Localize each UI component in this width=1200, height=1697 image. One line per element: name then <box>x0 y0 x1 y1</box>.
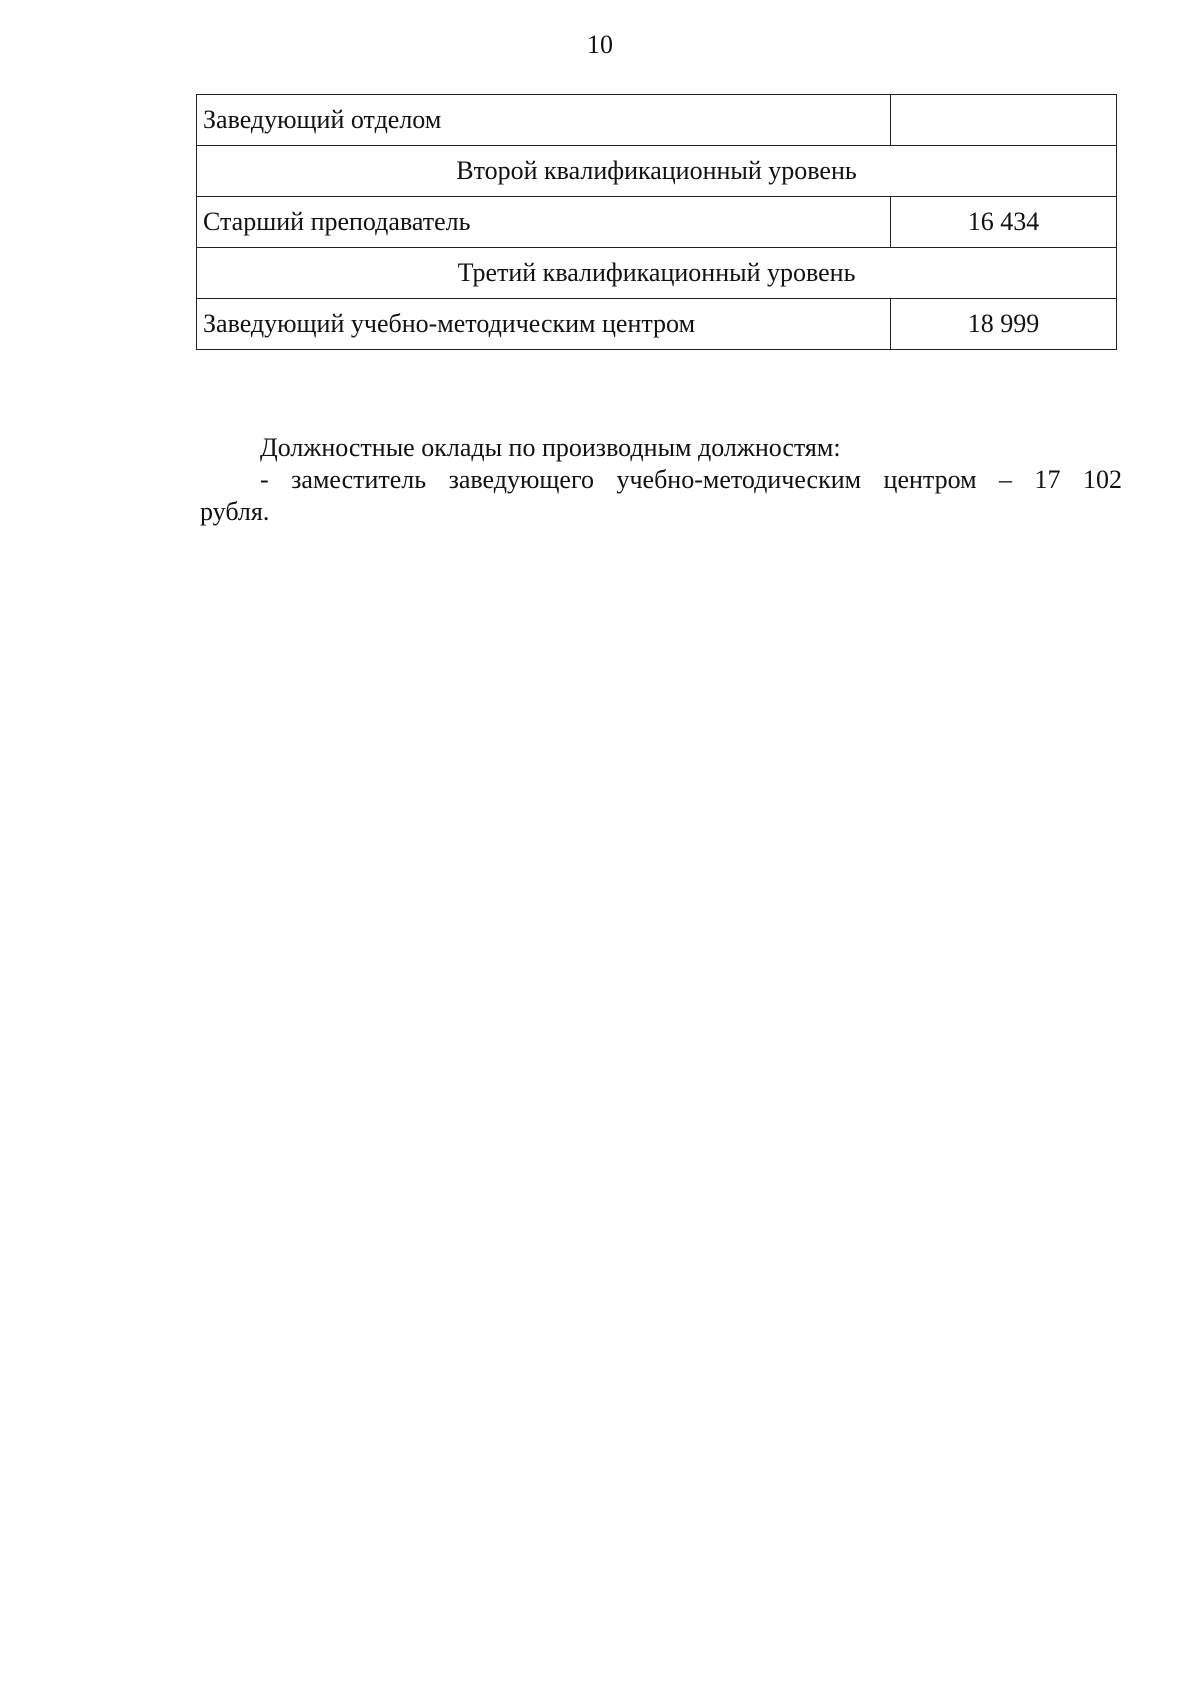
position-cell: Старший преподаватель <box>197 197 891 248</box>
salary-cell: 16 434 <box>891 197 1117 248</box>
table-row <box>197 299 1117 350</box>
position-cell: Заведующий отделом <box>197 95 891 146</box>
page-number: 10 <box>587 30 613 59</box>
section-heading: Должностные оклады по производным должностям: <box>260 433 841 462</box>
table-row <box>197 95 1117 146</box>
salary-cell <box>891 95 1117 146</box>
qualification-level-heading: Второй квалификационный уровень <box>197 146 1117 197</box>
table-row <box>197 197 1117 248</box>
salary-table <box>196 94 1117 350</box>
position-cell: Заведующий учебно-методическим центром <box>197 299 891 350</box>
qualification-level-heading: Третий квалификационный уровень <box>197 248 1117 299</box>
list-item-continuation: рубля. <box>200 497 270 526</box>
derived-positions-section <box>200 432 1122 528</box>
table-row-level <box>197 248 1117 299</box>
list-item-deputy: - заместитель заведующего учебно-методическим центром – 17 102 <box>260 465 1122 494</box>
table-row-level <box>197 146 1117 197</box>
salary-cell: 18 999 <box>891 299 1117 350</box>
